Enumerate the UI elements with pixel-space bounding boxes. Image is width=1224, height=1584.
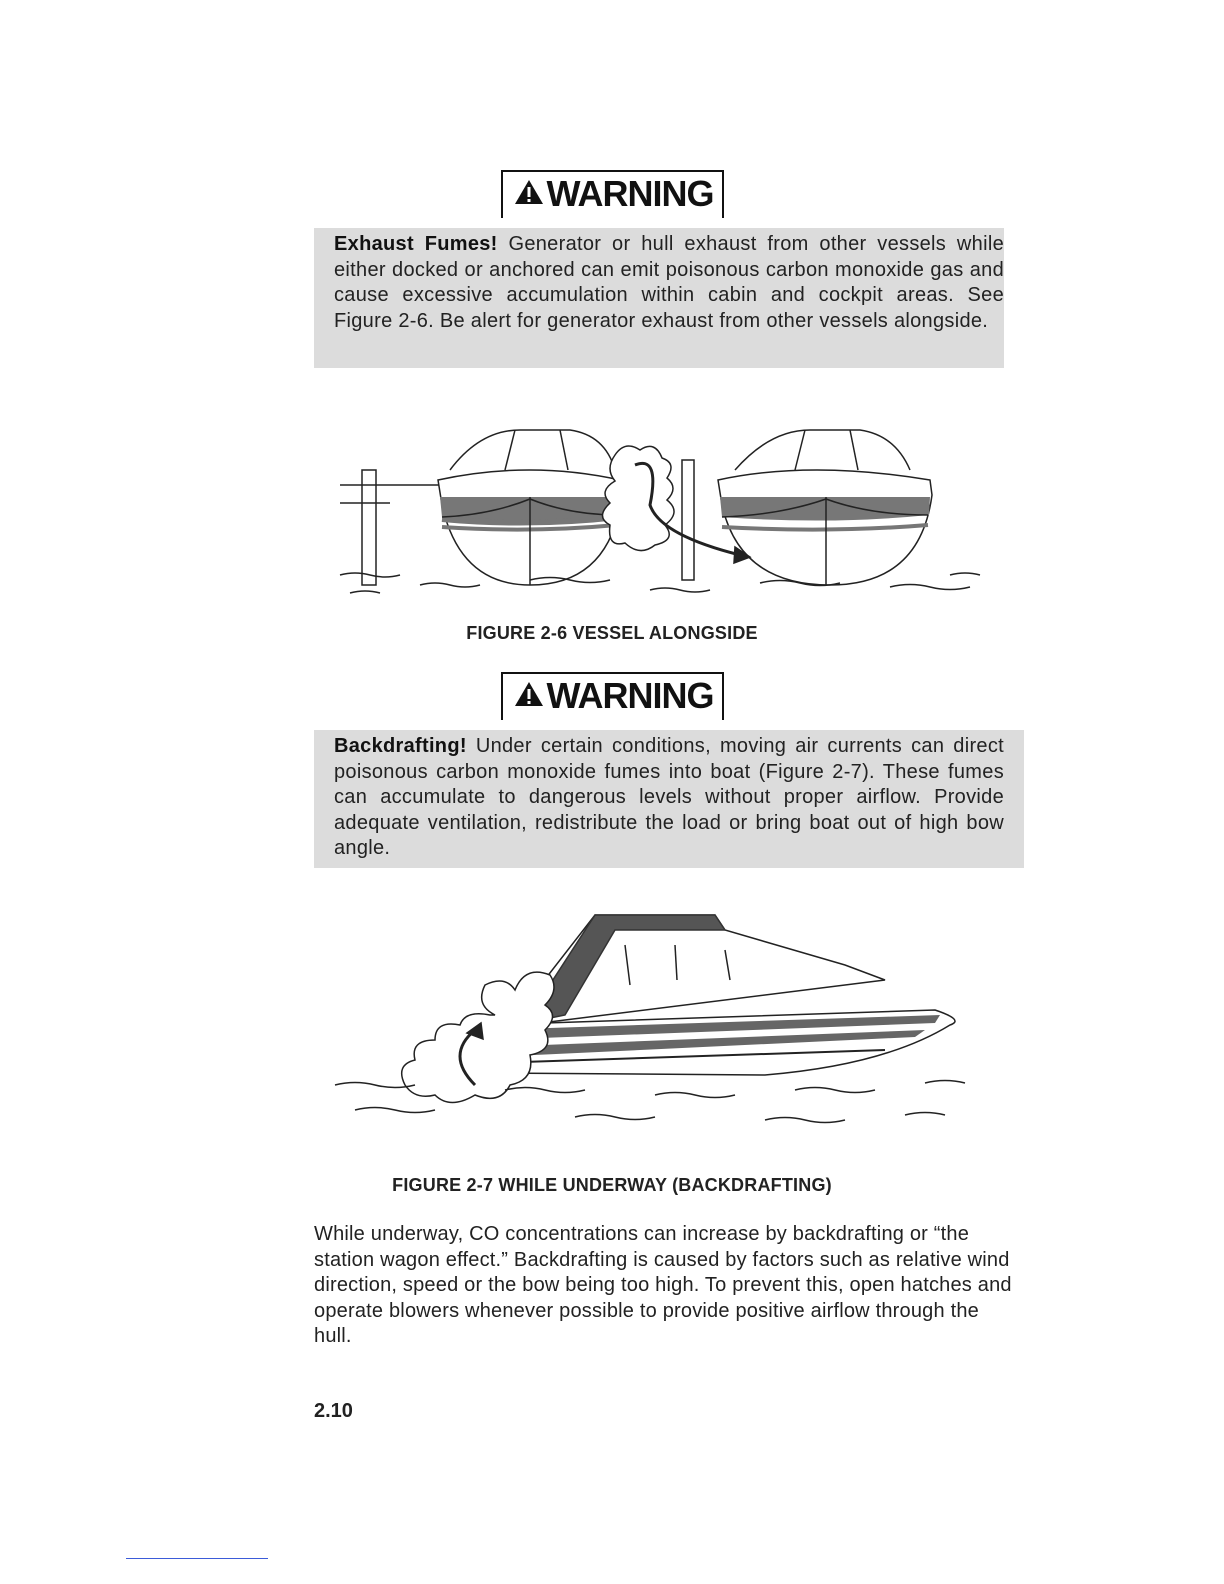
figure-vessel-alongside	[330, 415, 1030, 615]
footer-rule	[126, 1558, 268, 1559]
figure-caption-2-7: FIGURE 2-7 WHILE UNDERWAY (BACKDRAFTING)	[392, 1175, 832, 1195]
warning-header-2	[0, 672, 1224, 720]
warning-body: Under certain conditions, moving air currents can direct poisonous carbon monoxide fumes into boat (Figure 2-7). These fumes can accumulate to dangerous levels without proper airflow. Provide adequate ventilation, redistribute the load or bring boat out of high bow angle.	[334, 735, 1004, 859]
warning-label: WARNING	[546, 675, 714, 716]
warning-label: WARNING	[546, 173, 714, 214]
figure-while-underway	[325, 905, 1025, 1150]
warning-lead: Backdrafting!	[334, 735, 467, 757]
warning-text-box-2	[314, 730, 1024, 868]
warning-text-box-1	[314, 228, 1004, 368]
warning-badge	[501, 672, 724, 720]
warning-triangle-icon	[513, 680, 545, 708]
warning-badge	[501, 170, 724, 218]
warning-body: Generator or hull exhaust from other vessels while either docked or anchored can emit poisonous carbon monoxide gas and cause excessive accumulation within cabin and cockpit areas. See Figure 2-6. Be alert for generator exhaust from other vessels alongside.	[334, 233, 1004, 332]
page-number: 2.10	[314, 1400, 353, 1422]
warning-triangle-icon	[513, 178, 545, 206]
warning-header-1	[0, 170, 1224, 218]
figure-caption-2-6: FIGURE 2-6 VESSEL ALONGSIDE	[466, 623, 758, 643]
body-paragraph: While underway, CO concentrations can increase by backdrafting or “the station wagon effect.” Backdrafting is caused by factors such as relative wind direction, speed or the bow being too high. To prevent this, open hatches and operate blowers whenever possible to provide positive airflow through the hull.	[314, 1223, 1012, 1347]
warning-lead: Exhaust Fumes!	[334, 233, 498, 255]
